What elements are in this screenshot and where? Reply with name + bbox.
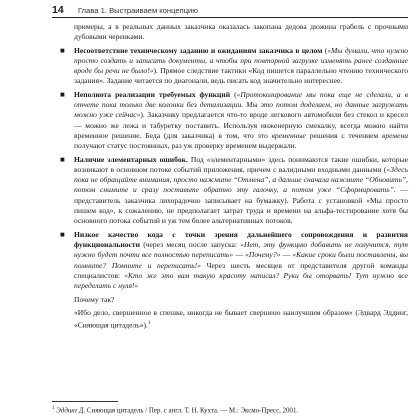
footnote-rule (52, 401, 118, 402)
bullet-quote: «Почему?» (245, 250, 281, 260)
bullet-icon: ■ (60, 89, 65, 99)
bullet-quote: «Нет, эту функцию добавить не получится, тут нужно будет почти все полностью переписать» (74, 239, 408, 260)
bullet-title: Низкое качество кода с точки зрения дальнейшего сопровождения и развития функциональности (74, 229, 408, 249)
bullet-icon: ■ (60, 229, 65, 239)
bullet-quote: «Здесь пока не обращайте внимания, просто нажмите “Отмена”, а дальше сначала нажмите “Обновить”, потом снимите и сразу поставьте обратно эту галочку, а потом уже “Сформировать”. (74, 164, 408, 195)
bullet-item-quality (52, 230, 408, 292)
bullet-quote: «Протоколирование мы пока еще не сделали, а в отчете пока только две колонки без детализации. Мы это потом доделаем, но данные загружать можно уже сейчас» (74, 89, 409, 120)
bullet-title: Несоответствие техническому заданию и ожиданиям заказчика в целом (74, 45, 323, 55)
bullet-text: получают статус постоянных, раз уж проверку временем выдержали. (74, 141, 297, 151)
bullet-title: Неполнота реализации требуемых функций (74, 89, 231, 99)
dash: — (233, 250, 246, 260)
bullet-text: решения с течением (305, 130, 383, 140)
bullet-text: Через шесть месяцев от представителя другой команды специалистов: (74, 260, 408, 280)
emphasis: времени (382, 130, 408, 140)
bullet-text: ). Заказчику предлагается что-то вроде легкового автомобиля без стекол и кресел — можно же лежа и табуретку поставить. Используя инженерную смекалку, всегда можно найти временное решение. Беда (для заказчика) в том, что это (74, 110, 408, 140)
footnote-author: Эддинг Д. (56, 407, 86, 415)
page-number: 14 (52, 4, 64, 16)
emphasis: временные (271, 130, 306, 140)
bullet-item-incomplete (52, 90, 408, 152)
epigraph-text: «Ибо дело, свершенное в спешке, никогда не бывает свершено наилучшим образом» (Эдвард Эддинг, «Сияющая цитадель»). (74, 307, 408, 330)
footnote-number: 1 (52, 406, 55, 411)
bullet-text: — представитель заказчика лихорадочно записывает на бумажку). Работа с установкой «Мы просто пишем код», к сожалению, не предполагает затрат труда и времени на альфа-тестирование хотя бы основного потока событий и уж тем более альтернативных потоков. (74, 185, 408, 226)
footnote-ref[interactable]: 1 (147, 320, 151, 327)
running-header (52, 4, 408, 18)
bullet-text: Под «элементарными» здесь понимаются такие ошибки, которые возникают в основном потоке событий приложения, причем с валидными входными данными ( (74, 154, 408, 174)
dash: — (280, 250, 293, 260)
bullet-icon: ■ (60, 154, 65, 164)
bullet-item-spec (52, 46, 408, 87)
question-paragraph: Почему так? (74, 295, 115, 305)
bullet-icon: ■ (60, 45, 65, 55)
bullet-quote: «Какие сроки были поставлены, вы помните? Помните и переписать!» (74, 250, 408, 270)
epigraph-paragraph (52, 308, 408, 331)
bullet-open-paren: ( (234, 89, 237, 99)
bullet-quote: «Мы думали, что нужно просто создать и записать документы, а чтобы при повторной загрузке изменять ранее созданные вроде бы речи не было!» (74, 45, 408, 76)
intro-paragraph: примеры, а в реальных данных заказчика оказалась закопана дедова дюжина грабель с прочными дубовыми черенками. (74, 22, 408, 42)
bullet-quote: «Кто же это вам такую красоту написал? Руки бы оторвать! Тут нужно все переделать с нуля!» (74, 270, 408, 291)
footnote-text: Сияющая цитадель / Пер. с англ. Т. Н. Кухта. — М.: Эксмо-Пресс, 2001. (85, 407, 299, 415)
bullet-open-paren: ( (324, 45, 328, 55)
bullet-text: (через месяц после запуска: (139, 239, 241, 249)
footnote (52, 404, 408, 415)
chapter-title: Глава 1. Выстраиваем концепцию (78, 6, 198, 15)
bullet-title: Наличие элементарных ошибок. (74, 154, 188, 164)
bullet-text: ). Прямое следствие тактики «Код пишется параллельно чтению технического задания». Задание читается по диагонали, ведь писать код значительно интереснее. (74, 66, 408, 86)
bullet-item-errors (52, 155, 408, 227)
header-rule (52, 17, 408, 18)
page-body (52, 22, 408, 331)
